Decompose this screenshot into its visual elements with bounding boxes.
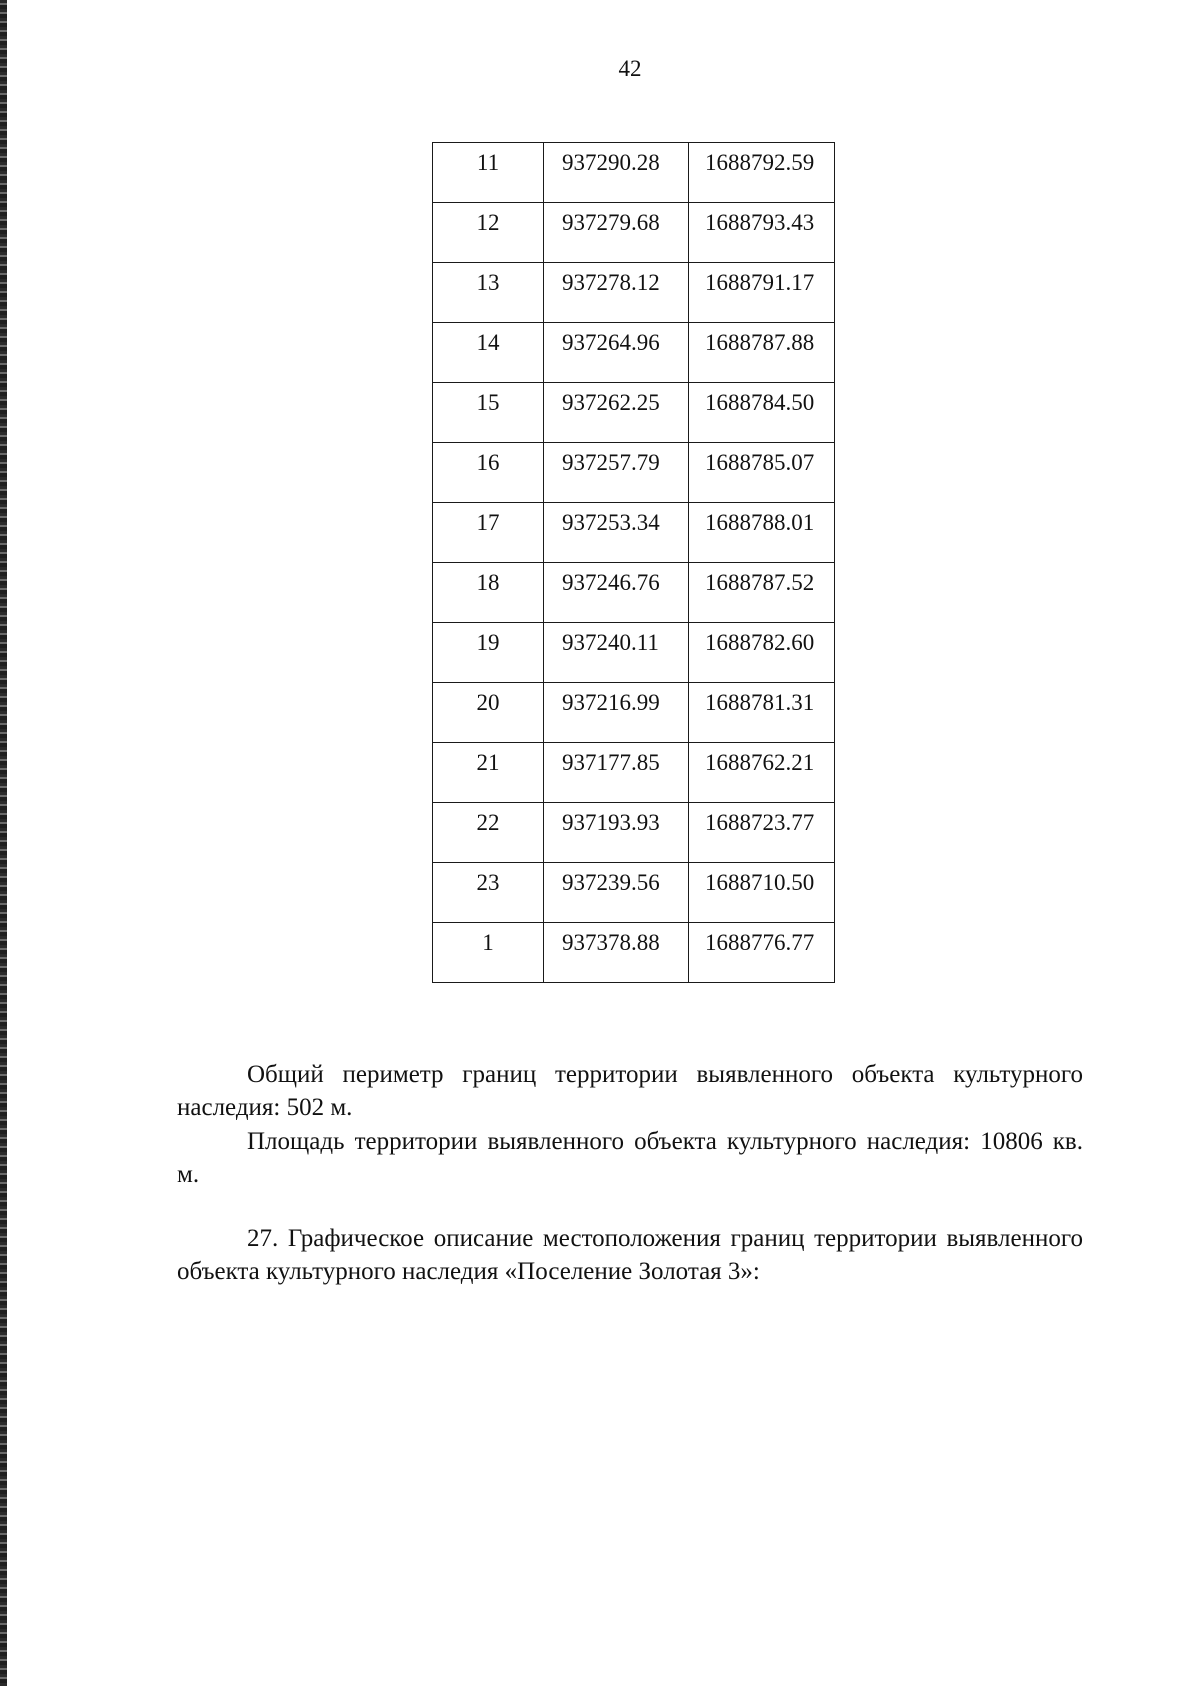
x-coordinate-cell bbox=[544, 503, 689, 563]
y-coordinate-cell-text: 1688788.01 bbox=[705, 510, 815, 535]
point-number-cell bbox=[433, 143, 544, 203]
point-number-cell bbox=[433, 623, 544, 683]
table-row bbox=[433, 503, 835, 563]
table-row bbox=[433, 803, 835, 863]
section-27-paragraph: 27. Графическое описание местоположения границ территории выявленного объекта культурного наследия «Поселение Золотая 3»: bbox=[177, 1225, 1083, 1285]
point-number-cell-text: 13 bbox=[476, 270, 500, 295]
x-coordinate-cell bbox=[544, 203, 689, 263]
point-number-cell bbox=[433, 743, 544, 803]
x-coordinate-cell bbox=[544, 923, 689, 983]
table-row bbox=[433, 443, 835, 503]
y-coordinate-cell bbox=[689, 383, 835, 443]
x-coordinate-cell-text: 937278.12 bbox=[562, 270, 660, 295]
table-row bbox=[433, 143, 835, 203]
x-coordinate-cell-text: 937177.85 bbox=[562, 750, 660, 775]
x-coordinate-cell bbox=[544, 623, 689, 683]
point-number-cell bbox=[433, 203, 544, 263]
x-coordinate-cell-text: 937239.56 bbox=[562, 870, 660, 895]
coordinates-table-body bbox=[433, 143, 835, 983]
y-coordinate-cell-text: 1688776.77 bbox=[705, 930, 815, 955]
point-number-cell-text: 19 bbox=[476, 630, 500, 655]
x-coordinate-cell bbox=[544, 143, 689, 203]
table-row bbox=[433, 743, 835, 803]
y-coordinate-cell bbox=[689, 443, 835, 503]
y-coordinate-cell bbox=[689, 683, 835, 743]
point-number-cell bbox=[433, 683, 544, 743]
x-coordinate-cell-text: 937193.93 bbox=[562, 810, 660, 835]
x-coordinate-cell bbox=[544, 263, 689, 323]
point-number-cell-text: 20 bbox=[476, 690, 500, 715]
point-number-cell-text: 16 bbox=[476, 450, 500, 475]
table-row bbox=[433, 563, 835, 623]
point-number-cell-text: 21 bbox=[476, 750, 500, 775]
x-coordinate-cell bbox=[544, 863, 689, 923]
x-coordinate-cell-text: 937240.11 bbox=[562, 630, 659, 655]
point-number-cell-text: 17 bbox=[476, 510, 500, 535]
scan-edge bbox=[0, 0, 7, 1686]
x-coordinate-cell-text: 937257.79 bbox=[562, 450, 660, 475]
x-coordinate-cell-text: 937262.25 bbox=[562, 390, 660, 415]
y-coordinate-cell-text: 1688792.59 bbox=[705, 150, 815, 175]
perimeter-paragraph: Общий периметр границ территории выявленного объекта культурного наследия: 502 м. bbox=[177, 1061, 1083, 1121]
table-row bbox=[433, 383, 835, 443]
y-coordinate-cell bbox=[689, 503, 835, 563]
page-number: 42 bbox=[618, 56, 642, 81]
table-row bbox=[433, 863, 835, 923]
y-coordinate-cell bbox=[689, 863, 835, 923]
y-coordinate-cell bbox=[689, 803, 835, 863]
point-number-cell bbox=[433, 923, 544, 983]
y-coordinate-cell-text: 1688762.21 bbox=[705, 750, 815, 775]
y-coordinate-cell bbox=[689, 743, 835, 803]
table-row bbox=[433, 923, 835, 983]
x-coordinate-cell bbox=[544, 803, 689, 863]
y-coordinate-cell bbox=[689, 923, 835, 983]
y-coordinate-cell-text: 1688787.88 bbox=[705, 330, 815, 355]
x-coordinate-cell-text: 937279.68 bbox=[562, 210, 660, 235]
x-coordinate-cell-text: 937378.88 bbox=[562, 930, 660, 955]
y-coordinate-cell-text: 1688781.31 bbox=[705, 690, 815, 715]
area-paragraph: Площадь территории выявленного объекта культурного наследия: 10806 кв. м. bbox=[177, 1128, 1083, 1188]
x-coordinate-cell bbox=[544, 323, 689, 383]
table-row bbox=[433, 623, 835, 683]
y-coordinate-cell-text: 1688723.77 bbox=[705, 810, 815, 835]
point-number-cell bbox=[433, 443, 544, 503]
y-coordinate-cell bbox=[689, 563, 835, 623]
x-coordinate-cell-text: 937246.76 bbox=[562, 570, 660, 595]
x-coordinate-cell-text: 937290.28 bbox=[562, 150, 660, 175]
y-coordinate-cell-text: 1688787.52 bbox=[705, 570, 815, 595]
point-number-cell-text: 23 bbox=[476, 870, 500, 895]
point-number-cell-text: 22 bbox=[476, 810, 500, 835]
point-number-cell bbox=[433, 503, 544, 563]
y-coordinate-cell bbox=[689, 623, 835, 683]
y-coordinate-cell-text: 1688791.17 bbox=[705, 270, 815, 295]
table-row bbox=[433, 323, 835, 383]
point-number-cell-text: 15 bbox=[476, 390, 500, 415]
point-number-cell-text: 11 bbox=[476, 150, 500, 175]
x-coordinate-cell bbox=[544, 563, 689, 623]
x-coordinate-cell bbox=[544, 743, 689, 803]
point-number-cell bbox=[433, 563, 544, 623]
x-coordinate-cell-text: 937216.99 bbox=[562, 690, 660, 715]
y-coordinate-cell bbox=[689, 143, 835, 203]
y-coordinate-cell bbox=[689, 263, 835, 323]
coordinates-table bbox=[432, 142, 835, 983]
y-coordinate-cell-text: 1688785.07 bbox=[705, 450, 815, 475]
point-number-cell bbox=[433, 803, 544, 863]
point-number-cell bbox=[433, 383, 544, 443]
y-coordinate-cell-text: 1688793.43 bbox=[705, 210, 815, 235]
point-number-cell bbox=[433, 263, 544, 323]
x-coordinate-cell bbox=[544, 443, 689, 503]
y-coordinate-cell bbox=[689, 323, 835, 383]
table-row bbox=[433, 683, 835, 743]
y-coordinate-cell-text: 1688784.50 bbox=[705, 390, 815, 415]
point-number-cell-text: 12 bbox=[476, 210, 500, 235]
y-coordinate-cell-text: 1688782.60 bbox=[705, 630, 815, 655]
point-number-cell-text: 18 bbox=[476, 570, 500, 595]
x-coordinate-cell bbox=[544, 383, 689, 443]
point-number-cell-text: 14 bbox=[476, 330, 500, 355]
point-number-cell-text: 1 bbox=[482, 930, 494, 955]
y-coordinate-cell-text: 1688710.50 bbox=[705, 870, 815, 895]
point-number-cell bbox=[433, 863, 544, 923]
x-coordinate-cell-text: 937264.96 bbox=[562, 330, 660, 355]
x-coordinate-cell-text: 937253.34 bbox=[562, 510, 660, 535]
table-row bbox=[433, 263, 835, 323]
point-number-cell bbox=[433, 323, 544, 383]
x-coordinate-cell bbox=[544, 683, 689, 743]
y-coordinate-cell bbox=[689, 203, 835, 263]
table-row bbox=[433, 203, 835, 263]
